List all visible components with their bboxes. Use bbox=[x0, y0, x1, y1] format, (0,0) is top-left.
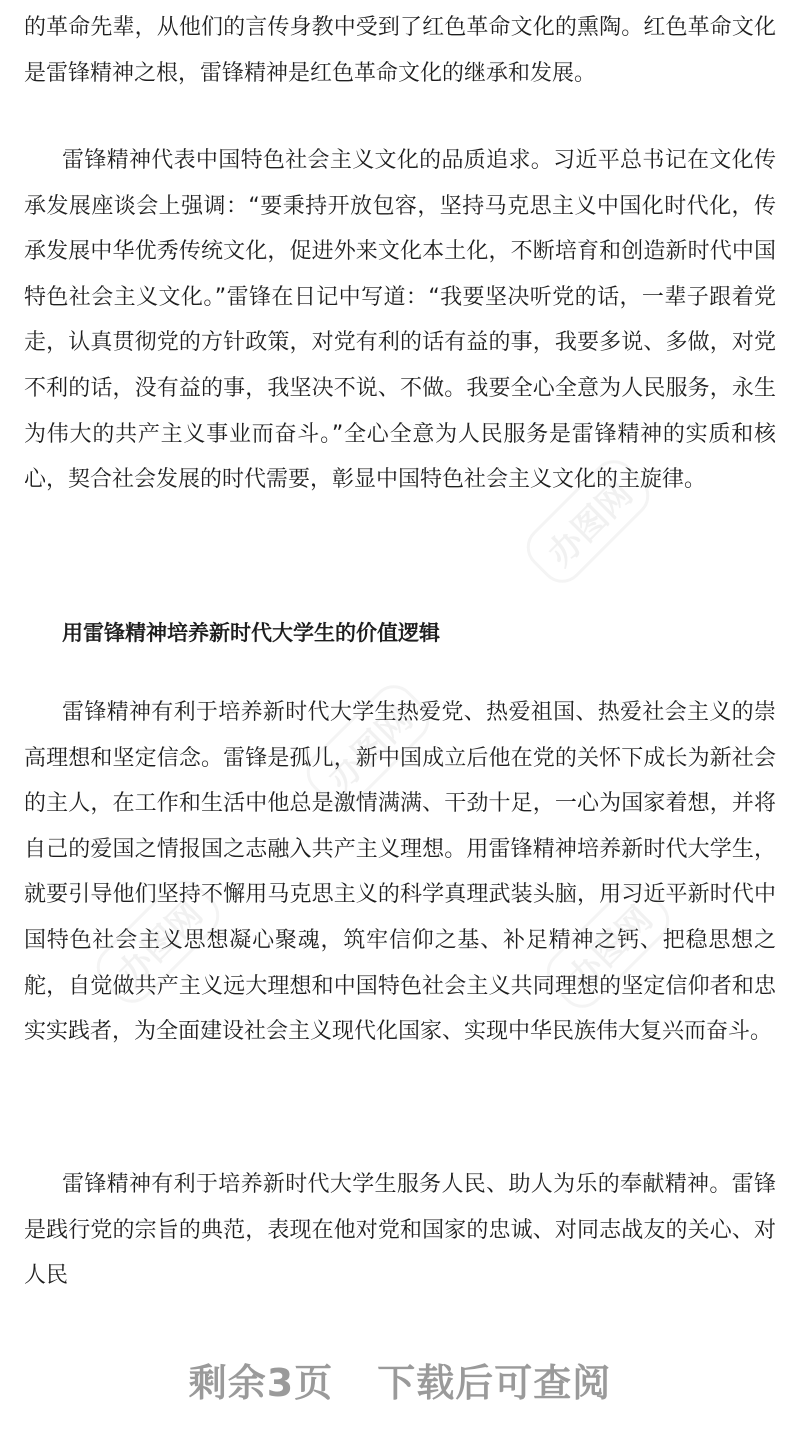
remaining-pages-label: 剩余3页 bbox=[188, 1361, 334, 1405]
paragraph-continuation: 的革命先辈，从他们的言传身教中受到了红色革命文化的熏陶。红色革命文化是雷锋精神之根，雷锋精神是红色革命文化的继承和发展。 bbox=[24, 15, 776, 86]
watermark-text: 办图网 bbox=[320, 698, 421, 800]
section-heading: 用雷锋精神培养新时代大学生的价值逻辑 bbox=[62, 621, 440, 645]
paragraph-service-spirit: 雷锋精神有利于培养新时代大学生服务人民、助人为乐的奉献精神。雷锋是践行党的宗旨的典范，表现在他对党和国家的忠诚、对同志战友的关心、对人民 bbox=[24, 1172, 776, 1289]
download-hint-label: 下载后可查阅 bbox=[377, 1361, 612, 1405]
paragraph-ideals-beliefs: 雷锋精神有利于培养新时代大学生热爱党、热爱祖国、热爱社会主义的崇高理想和坚定信念。雷锋是孤儿，新中国成立后他在党的关怀下成长为新社会的主人，在工作和生活中他总是激情满满、干劲十足，一心为国家着想，并将自己的爱国之情报国之志融入共产主义理想。用雷锋精神培养新时代大学生，就要引导他们坚持不懈用马克思主义的科学真理武装头脑，用习近平新时代中国特色社会主义思想凝心聚魂，筑牢信仰之基、补足精神之钙、把稳思想之舵，自觉做共产主义远大理想和中国特色社会主义共同理想的坚定信仰者和忠实实践者，为全面建设社会主义现代化国家、实现中华民族伟大复兴而奋斗。 bbox=[24, 700, 776, 1045]
paragraph-culture-pursuit: 雷锋精神代表中国特色社会主义文化的品质追求。习近平总书记在文化传承发展座谈会上强调：“要秉持开放包容，坚持马克思主义中国化时代化，传承发展中华优秀传统文化，促进外来文化本土化，不断培育和创造新时代中国特色社会主义文化。”雷锋在日记中写道：“我要坚决听党的话，一辈子跟着党走，认真贯彻党的方针政策，对党有利的话有益的事，我要多说、多做，对党不利的话，没有益的事，我坚决不说、不做。我要全心全意为人民服务，永生为伟大的共产主义事业而奋斗。”全心全意为人民服务是雷锋精神的实质和核心，契合社会发展的时代需要，彰显中国特色社会主义文化的主旋律。 bbox=[24, 148, 776, 493]
download-prompt[interactable] bbox=[0, 1352, 800, 1407]
watermark-text: 办图网 bbox=[540, 473, 641, 575]
watermark-text: 办图网 bbox=[560, 898, 661, 1000]
watermark-text: 办图网 bbox=[110, 893, 211, 995]
